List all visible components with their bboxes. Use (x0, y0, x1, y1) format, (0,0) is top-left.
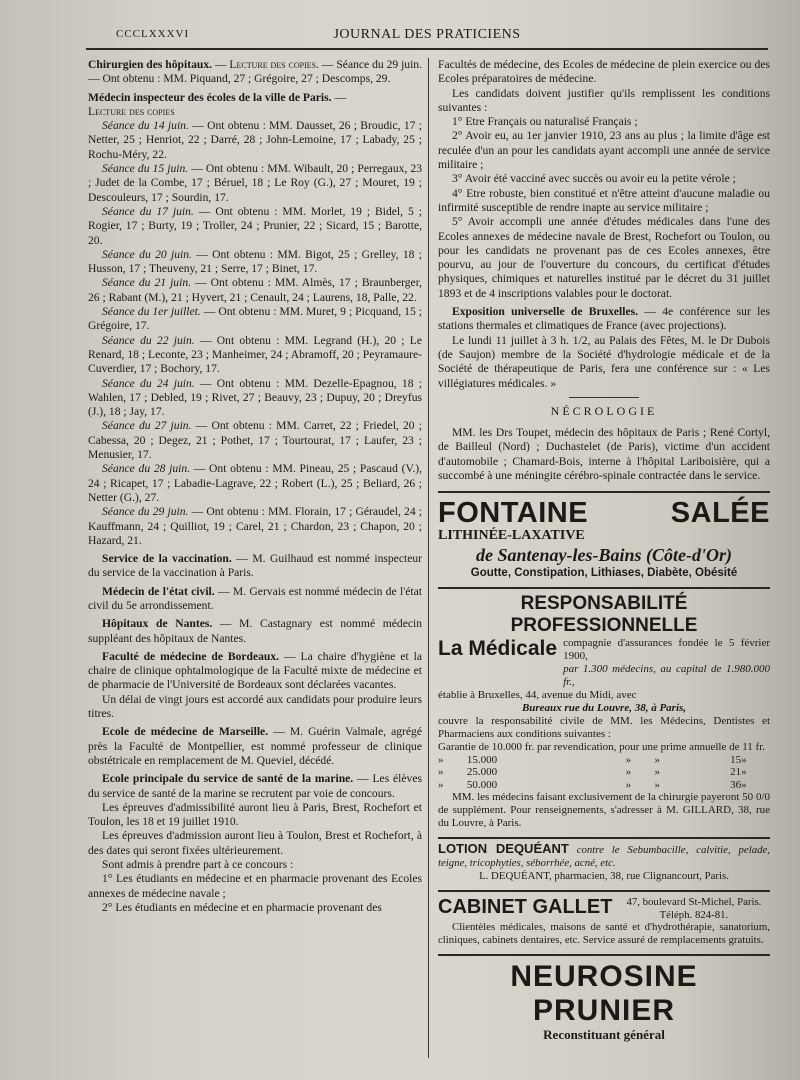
seance-date: Séance du 22 juin. (102, 333, 195, 347)
guarantee-amount: 15.000 (466, 753, 498, 766)
seance-date: Séance du 28 juin. (102, 462, 191, 476)
seance-results: — Ont obtenu : MM. Wibault, 20 ; Perregaux, 23 ; Judet de la Combe, 17 ; Béruel, 18 ; Le Roy (G.), 27 ; Mouret, 19 ; Descouleurs, 17 ; Sourdin, 17. (88, 162, 422, 204)
item-text: — M. Guilhaud est nommé inspecteur du service de la vaccination à Paris. (88, 552, 422, 580)
seance-entry (88, 462, 422, 505)
ad-title: LOTION DEQUÉANT (438, 841, 569, 857)
item-heading: Chirurgien des hôpitaux. (88, 58, 213, 71)
item-etat-civil (88, 585, 422, 614)
premium: 21 (730, 766, 742, 779)
lecture-label (88, 105, 422, 119)
item-heading: Ecole principale du service de santé de la marine. (102, 772, 354, 786)
ad-subtitle: Reconstituant général (543, 1026, 665, 1042)
seance-entry (88, 205, 422, 248)
ditto-mark: » (438, 753, 444, 766)
ad-title: RESPONSABILITÉ PROFESSIONNELLE (510, 592, 698, 636)
seance-results: — Ont obtenu : MM. Legrand (H.), 20 ; Le Renard, 18 ; Leconte, 23 ; Manheimer, 24 ; Abramoff, 20 ; Peyramaure-Cuverdier, 17 ; Bochory, 17. (88, 333, 422, 376)
item-heading: Ecole de médecine de Marseille. (102, 725, 269, 739)
seance-date: Séance du 27 juin. (102, 419, 192, 433)
item-marine (88, 772, 422, 801)
item-text: — 4e conférence sur les stations thermales et climatiques de France (avec projections). (438, 305, 770, 333)
seance-results: — Ont obtenu : MM. Dezelle-Epagnou, 18 ; Wahlen, 17 ; Debled, 19 ; Rivet, 27 ; Beauvy, 23 ; Dupuy, 20 ; Dreyfus (J.), 18 ; Jay, 17. (88, 376, 422, 419)
ditto-mark: » (625, 778, 632, 791)
seance-entry (88, 276, 422, 305)
item-text: — Les élèves du service de santé de la marine se recrutent par voie de concours. (88, 772, 422, 800)
seance-entry (88, 419, 422, 462)
paragraph: Les épreuves d'admissibilité auront lieu à Paris, Brest, Rochefort et Toulon, les 18 et 19 juillet 1910. (88, 800, 422, 829)
ad-title-row (438, 896, 770, 922)
company-line: compagnie d'assurances fondée le 5 février 1900, (563, 636, 770, 662)
column-divider (428, 58, 429, 1058)
ditto-mark: » (625, 753, 632, 766)
ad-address: L. DEQUÉANT, pharmacien, 38, rue Clignancourt, Paris. (479, 870, 729, 882)
ditto-mark: » (741, 766, 747, 779)
ad-neurosine-prunier (438, 954, 770, 1045)
ad-title: NEUROSINE PRUNIER (510, 959, 698, 1027)
item-text: — M. Gervais est nommé médecin de l'état civil du 5e arrondissement. (88, 584, 422, 612)
company-line: établie à Bruxelles, 44, avenue du Midi, avec (438, 688, 637, 701)
ditto-mark: » (654, 778, 660, 791)
guarantee-amount: 25.000 (466, 766, 498, 779)
seance-date: Séance du 1er juillet. (102, 305, 201, 319)
item-heading: Exposition universelle de Bruxelles. (452, 305, 639, 319)
ad-subtitle: LITHINÉE-LAXATIVE (438, 528, 585, 544)
seance-entry (88, 377, 422, 420)
company-name: La Médicale (438, 636, 558, 660)
item-chirurgien-hopitaux: Chirurgien des hôpitaux. — Lecture des copies. — Séance du 29 juin. — Ont obtenu : MM. Piquand, 27 ; Grégoire, 27 ; Descomps, 29. (88, 58, 422, 86)
seance-entry (88, 162, 422, 205)
ad-contact (626, 896, 761, 922)
ad-location: de Santenay-les-Bains (Côte-d'Or) (476, 544, 732, 565)
seance-entry (88, 305, 422, 334)
item-text: — M. Castagnary est nommé médecin suppléant des hôpitaux de Nantes. (88, 617, 422, 645)
ad-body (438, 843, 770, 870)
ad-text: Clientèles médicales, maisons de santé et d'hydrothérapie, sanatorium, cliniques, cabinets dentaires, etc. Service assuré de remplacements gratuits. (438, 921, 770, 947)
seance-results: — Ont obtenu : MM. Pineau, 25 ; Pascaud (V.), 24 ; Ricapet, 17 ; Labadie-Lagrave, 22 ; Robert (L.), 25 ; Beliard, 26 ; Netter (G.), 27. (88, 462, 422, 504)
condition-item: 2° Avoir eu, au 1er janvier 1910, 23 ans au plus ; la limite d'âge est reculée d'un an pour les candidats ayant accompli une année de service militaire ; (438, 129, 770, 172)
seance-entry (88, 248, 422, 277)
page-folio: CCCLXXXVI (116, 28, 190, 40)
right-column (438, 58, 770, 1070)
item-exposition (438, 305, 770, 334)
condition-item: 1° Etre Français ou naturalisé Français ; (452, 115, 638, 129)
ad-title-line (438, 497, 770, 543)
paragraph: Un délai de vingt jours est accordé aux candidats pour produire leurs titres. (88, 692, 422, 721)
paragraph: Le lundi 11 juillet à 3 h. 1/2, au Palais des Fêtes, M. le Dr Dubois (de Saujon) membre de la Société d'hydrologie médicale et de la Société de thérapeutique de Paris, fera une conférence sur : « Les villégiatures médicales. » (438, 333, 770, 390)
seance-date: Séance du 24 juin. (102, 376, 195, 390)
paragraph: 2° Les étudiants en médecine et en pharmacie provenant des (102, 900, 382, 914)
seance-results: — Ont obtenu : MM. Carret, 22 ; Friedel, 20 ; Cabessa, 20 ; Degez, 21 ; Pothet, 17 ; Tourtourat, 17 ; Laufer, 23 ; Menusier, 17. (88, 419, 422, 462)
item-text: — La chaire d'hygiène et la chaire de clinique ophtalmologique de la Faculté mixte de médecine et de pharmacie de l'Université de Bordeaux sont déclarées vacantes. (88, 649, 422, 692)
seance-results: — Ont obtenu : MM. Morlet, 19 ; Bidel, 5 ; Rogier, 17 ; Burty, 19 ; Troller, 24 ; Prunier, 22 ; Sicard, 15 ; Barotte, 20. (88, 204, 422, 247)
necrologie-text: MM. les Drs Toupet, médecin des hôpitaux de Paris ; René Cortyl, de Bailleul (Nord) ; Duchastelet (de Paris), victime d'un accident d'automobile ; Chamard-Bois, interne à l'hôpital Lariboisière, qui a succombé à une méningite cérébro-spinale contractée dans le service. (438, 426, 770, 483)
item-bordeaux (88, 650, 422, 693)
seance-date: Séance du 20 juin. (102, 247, 192, 261)
ad-responsabilite (438, 587, 770, 834)
condition-item: 4° Etre robuste, bien constitué et n'être atteint d'aucune maladie ou infirmité susceptible de rendre inapte au service militaire ; (438, 186, 770, 214)
premium: 15 (730, 753, 742, 766)
page-header (86, 28, 768, 48)
item-heading: Médecin inspecteur des écoles de la ville de Paris. (88, 90, 332, 104)
header-rule (86, 48, 768, 50)
ad-text: contre le Sebumbacille, calvitie, pelade, teigne, tricophyties, séborrhée, acné, etc. (438, 844, 770, 870)
necrologie-heading: NÉCROLOGIE (438, 397, 770, 418)
table-row (438, 754, 770, 767)
ad-lotion-dequeant (438, 837, 770, 885)
item-medecin-inspecteur: Médecin inspecteur des écoles de la ville de Paris. — (88, 90, 347, 104)
ad-company-row (438, 637, 770, 689)
item-heading: Service de la vaccination. (102, 552, 232, 566)
ad-address: 47, boulevard St-Michel, Paris. (626, 895, 762, 908)
item-heading: Faculté de médecine de Bordeaux. (102, 649, 280, 663)
ditto-mark: » (741, 753, 747, 766)
item-marseille (88, 725, 422, 768)
seance-entry (88, 505, 422, 548)
paragraph: 1° Les étudiants en médecine et en pharmacie provenant des Ecoles annexes de médecine navale ; (88, 872, 422, 900)
seance-results: — Ont obtenu : MM. Muret, 9 ; Picquand, 15 ; Grégoire, 17. (88, 305, 422, 333)
ad-indications: Goutte, Constipation, Lithiases, Diabète, Obésité (470, 566, 738, 579)
ditto-mark: » (654, 766, 660, 779)
ditto-mark: » (438, 766, 444, 779)
left-column (88, 58, 422, 1070)
bureaux-address: Bureaux rue du Louvre, 38, à Paris, (521, 701, 687, 714)
seance-results: — Ont obtenu : MM. Dausset, 26 ; Broudic, 17 ; Netter, 25 ; Henriot, 22 ; Darré, 28 ; John-Lemoine, 17 ; Labady, 25 ; Rochu-Méry, 22. (88, 119, 422, 161)
seance-date: Séance du 17 juin. (102, 204, 194, 218)
seance-entry (88, 334, 422, 377)
coverage-text: couvre la responsabilité civile de MM. les Médecins, Dentistes et Pharmaciens aux conditions suivantes : (438, 714, 770, 740)
company-details (563, 637, 770, 689)
guarantee-amount: 50.000 (466, 778, 498, 791)
guarantee-table (438, 754, 770, 792)
journal-title: JOURNAL DES PRATICIENS (333, 27, 521, 42)
premium: 36 (730, 778, 742, 791)
seance-date: Séance du 29 juin. (102, 505, 189, 519)
lecture-label: Lecture des copies. (229, 58, 319, 71)
seance-date: Séance du 15 juin. (102, 162, 189, 176)
paragraph: Sont admis à prendre part à ce concours : (102, 858, 294, 872)
seance-results: — Ont obtenu : MM. Bigot, 25 ; Grelley, 18 ; Husson, 17 ; Theuveny, 21 ; Serre, 17 ; Binet, 17. (88, 247, 422, 276)
paragraph: Facultés de médecine, des Ecoles de médecine de plein exercice ou des Ecoles préparatoires de médecine. (438, 58, 770, 86)
ad-cabinet-gallet (438, 890, 770, 950)
ditto-mark: » (741, 778, 747, 791)
seance-date: Séance du 21 juin. (102, 276, 192, 290)
ditto-mark: » (654, 753, 660, 766)
ditto-mark: » (625, 766, 632, 779)
ditto-mark: » (438, 778, 444, 791)
seance-results: — Ont obtenu : MM. Florain, 17 ; Géraudel, 24 ; Kauffmann, 24 ; Quilliot, 19 ; Carel, 21 ; Chardon, 23 ; Chapon, 20 ; Hazard, 21. (88, 505, 422, 547)
item-heading: Hôpitaux de Nantes. (102, 617, 213, 631)
ad-title: FONTAINE SALÉE (438, 497, 770, 530)
seance-date: Séance du 14 juin. (102, 119, 189, 133)
ad-footer-text: MM. les médecins faisant exclusivement de la chirurgie payeront 50 0/0 de supplément. Pour renseignements, s'adresser à M. GILLARD, 38, rue du Louvre, à Paris. (438, 791, 770, 830)
item-vaccination (88, 552, 422, 581)
table-row (438, 779, 770, 792)
guarantee-header: Garantie de 10.000 fr. par revendication, pour une prime annuelle de 11 fr. (438, 740, 766, 753)
condition-item: 3° Avoir été vacciné avec succès ou avoir eu la petite vérole ; (452, 172, 736, 186)
table-row (438, 766, 770, 779)
seance-entry (88, 119, 422, 162)
item-text: — Séance du 29 juin. — Ont obtenu : MM. Piquand, 27 ; Grégoire, 27 ; Descomps, 29. (88, 58, 422, 86)
condition-item: 5° Avoir accompli une année d'études médicales dans l'une des Ecoles annexes de médecine navale de Brest, Rochefort ou Toulon, ou pour les candidats ne provenant pas de ces Ecoles annexes, être pourvu, au jour de l'ouverture du concours, du certificat d'études physiques, chimiques et naturelles institué par le décret du 31 juillet 1893 et de 4 inscriptions valables pour le doctorat. (438, 215, 770, 300)
ad-fontaine-salee (438, 491, 770, 583)
item-heading: Médecin de l'état civil. (102, 584, 215, 598)
company-line: par 1.300 médecins, au capital de 1.980.000 fr., (563, 662, 770, 688)
ad-title: CABINET GALLET (438, 895, 613, 918)
ad-phone: Téléph. 824-81. (659, 908, 729, 921)
lecture-label-text: Lecture des copies (88, 104, 175, 118)
seance-results: — Ont obtenu : MM. Almès, 17 ; Braunberger, 26 ; Rabant (M.), 21 ; Hyvert, 21 ; Cenault, 24 ; Laurens, 18, Palle, 22. (88, 276, 422, 304)
paragraph: Les candidats doivent justifier qu'ils remplissent les conditions suivantes : (438, 86, 770, 114)
item-text: — M. Guérin Valmale, agrégé près la Faculté de Montpellier, est nommé professeur de clinique obstétricale en remplacement de M. Queviel, décédé. (88, 725, 422, 767)
item-nantes (88, 617, 422, 646)
paragraph: Les épreuves d'admission auront lieu à Toulon, Brest et Rochefort, à des dates qui seront fixées ultérieurement. (88, 829, 422, 857)
